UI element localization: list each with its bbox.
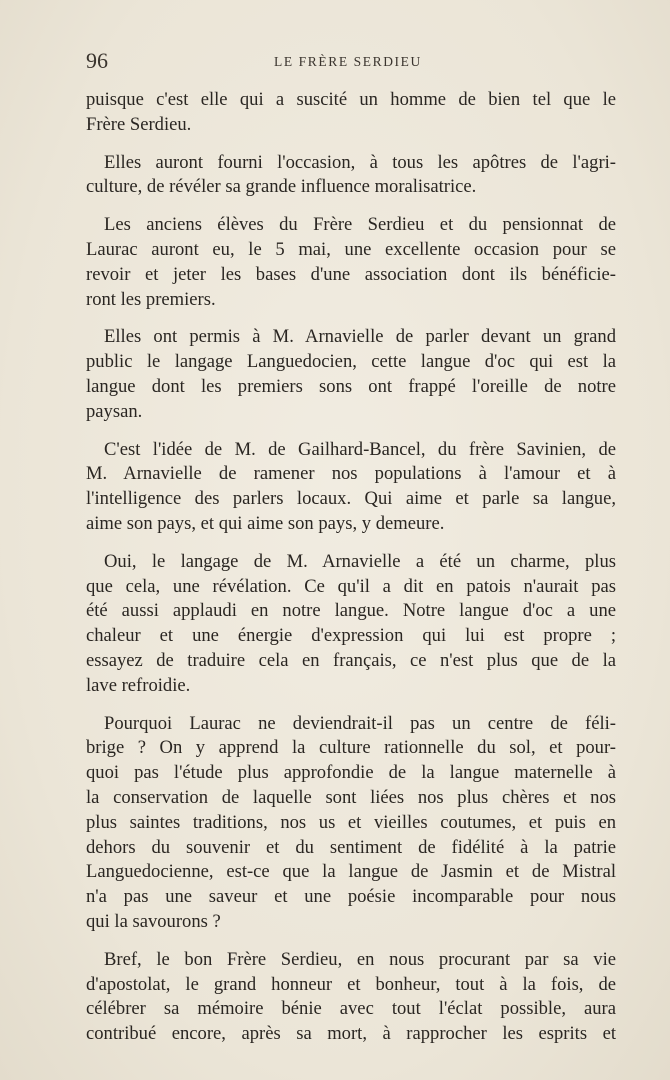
text-line: d'apostolat, le grand honneur et bonheur, tout à la fois, de <box>86 973 616 995</box>
paragraph <box>86 550 616 699</box>
text-line: Pourquoi Laurac ne deviendrait-il pas un centre de féli- <box>104 712 616 734</box>
text-line: aime son pays, et qui aime son pays, y demeure. <box>86 512 445 534</box>
text-line: Laurac auront eu, le 5 mai, une excellente occasion pour se <box>86 238 616 260</box>
paragraph <box>86 88 616 138</box>
paragraph <box>86 712 616 935</box>
text-line: dehors du souvenir et du sentiment de fidélité à la patrie <box>86 836 616 858</box>
paragraph <box>86 213 616 312</box>
paragraph <box>86 948 616 1047</box>
paragraph <box>86 151 616 201</box>
text-line: Elles ont permis à M. Arnavielle de parler devant un grand <box>104 326 616 348</box>
text-line: chaleur et une énergie d'expression qui lui est propre ; <box>86 625 616 647</box>
text-line: la conservation de laquelle sont liées nos plus chères et nos <box>86 786 616 808</box>
page-number: 96 <box>86 48 108 73</box>
text-line: brige ? On y apprend la culture rationnelle du sol, et pour- <box>86 737 616 759</box>
text-line: contribué encore, après sa mort, à rapprocher les esprits et <box>86 1023 616 1045</box>
text-line: n'a pas une saveur et une poésie incomparable pour nous <box>86 886 616 908</box>
text-line: plus saintes traditions, nos us et vieilles coutumes, et puis en <box>86 811 616 833</box>
text-line: que cela, une révélation. Ce qu'il a dit en patois n'aurait pas <box>86 575 616 597</box>
text-line: été aussi applaudi en notre langue. Notre langue d'oc a une <box>86 600 616 622</box>
paragraph <box>86 438 616 537</box>
text-line: Bref, le bon Frère Serdieu, en nous procurant par sa vie <box>104 948 616 970</box>
text-line: célébrer sa mémoire bénie avec tout l'éclat possible, aura <box>86 998 616 1020</box>
text-line: culture, de révéler sa grande influence moralisatrice. <box>86 176 477 198</box>
text-line: qui la savourons ? <box>86 910 221 932</box>
paragraph <box>86 325 616 424</box>
text-line: quoi pas l'étude plus approfondie de la langue maternelle à <box>86 762 616 784</box>
text-line: Les anciens élèves du Frère Serdieu et du pensionnat de <box>104 214 616 236</box>
text-line: public le langage Languedocien, cette langue d'oc qui est la <box>86 351 616 373</box>
text-line: lave refroidie. <box>86 674 191 696</box>
page-header <box>86 48 616 78</box>
text-line: C'est l'idée de M. de Gailhard-Bancel, du frère Savinien, de <box>104 438 616 460</box>
text-line: revoir et jeter les bases d'une association dont ils bénéficie- <box>86 263 616 285</box>
text-line: l'intelligence des parlers locaux. Qui aime et parle sa langue, <box>86 488 616 510</box>
text-line: Elles auront fourni l'occasion, à tous les apôtres de l'agri- <box>104 151 616 173</box>
body-text <box>86 88 616 1060</box>
text-line: ront les premiers. <box>86 288 216 310</box>
text-line: paysan. <box>86 400 143 422</box>
text-line: Oui, le langage de M. Arnavielle a été un charme, plus <box>104 550 616 572</box>
running-title: LE FRÈRE SERDIEU <box>274 54 422 69</box>
text-line: Frère Serdieu. <box>86 113 192 135</box>
text-line: puisque c'est elle qui a suscité un homme de bien tel que le <box>86 89 616 110</box>
text-line: Languedocienne, est-ce que la langue de Jasmin et de Mistral <box>86 861 616 883</box>
text-line: M. Arnavielle de ramener nos populations à l'amour et à <box>86 463 616 485</box>
text-line: essayez de traduire cela en français, ce n'est plus que de la <box>86 649 616 671</box>
text-line: langue dont les premiers sons ont frappé l'oreille de notre <box>86 375 616 397</box>
